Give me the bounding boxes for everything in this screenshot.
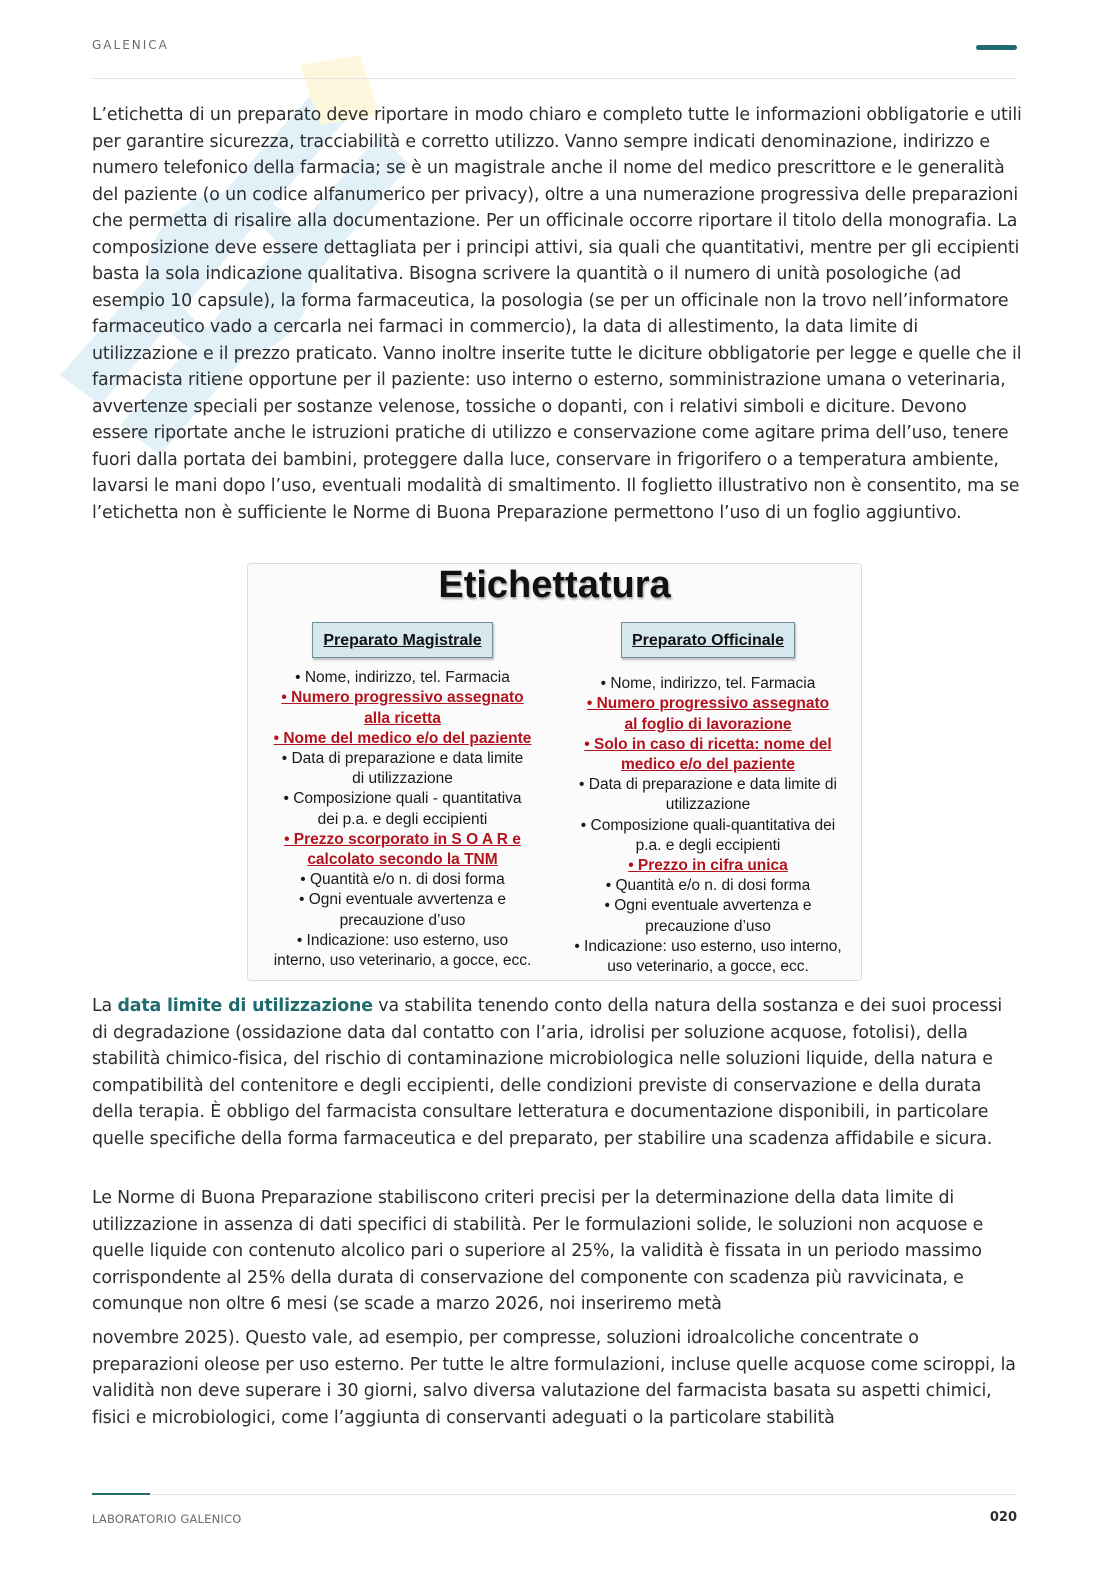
figure-item-line: • Quantità e/o n. di dosi forma	[605, 877, 811, 895]
figure-item-line: al foglio di lavorazione	[624, 715, 792, 733]
figure-item	[254, 789, 551, 829]
figure-item	[558, 694, 858, 734]
figure-item-line: • Composizione quali - quantitativa	[283, 790, 522, 808]
figure-item	[254, 668, 551, 688]
figure-item-line: • Prezzo scorporato in S O A R e	[284, 830, 521, 848]
figure-item-line: • Prezzo in cifra unica	[628, 857, 788, 875]
figure-item-line: • Numero progressivo assegnato	[281, 689, 524, 707]
figure-heading-magistrale: Preparato Magistrale	[312, 622, 492, 658]
figure-item	[254, 870, 551, 890]
page-number: 020	[989, 1510, 1017, 1525]
paragraph-nbp-criteria: Le Norme di Buona Preparazione stabiliscono criteri precisi per la determinazione della data limite di utilizzazione in assenza di dati specifici di stabilità. Per le formulazioni solide, le soluzioni non acquose e quelle liquide con contenuto alcolico pari o superiore al 25%, la validità è fissata in un periodo massimo corrispondente al 25% della durata di conservazione del componente con scadenza più ravvicinata, e comunque non oltre 6 mesi (se scade a marzo 2026, noi inseriremo metà	[92, 1188, 984, 1314]
figure-item-line: • Quantità e/o n. di dosi forma	[300, 871, 505, 889]
figure-column-officinale	[558, 622, 858, 977]
figure-list-officinale	[558, 674, 858, 977]
figure-item-line: • Nome del medico e/o del paziente	[273, 729, 532, 747]
figure-column-magistrale	[254, 622, 551, 971]
footer-accent-bar	[92, 1493, 150, 1495]
header-accent-bar	[976, 45, 1017, 50]
figure-item-line: precauzione d’uso	[645, 917, 771, 935]
paragraph-nbp-continued: novembre 2025). Questo vale, ad esempio, per compresse, soluzioni idroalcoliche concentrate o preparazioni oleose per uso esterno. Per tutte le altre formulazioni, incluse quelle acquose come sciroppi, la validità non deve superare i 30 giorni, salvo diversa valutazione del farmacista basata su aspetti chimici, fisici e microbiologici, come l’aggiunta di conservanti adeguati o la particolare stabilità	[92, 1328, 1016, 1428]
highlighted-term: data limite di utilizzazione	[117, 996, 373, 1016]
figure-item-line: precauzione d’uso	[339, 911, 466, 929]
figure-item-line: • Data di preparazione e data limite di	[579, 776, 837, 794]
figure-item-line: • Composizione quali-quantitativa dei	[580, 816, 836, 834]
figure-item	[558, 816, 858, 856]
figure-item-line: • Ogni eventuale avvertenza e	[604, 897, 812, 915]
figure-item-line: interno, uso veterinario, a gocce, ecc.	[273, 952, 532, 970]
figure-item-line: medico e/o del paziente	[621, 756, 795, 774]
figure-item	[558, 674, 858, 694]
figure-item	[558, 856, 858, 876]
figure-item-line: • Indicazione: uso esterno, uso	[296, 931, 509, 949]
paragraph-labeling: L’etichetta di un preparato deve riportare in modo chiaro e completo tutte le informazioni obbligatorie e utili per garantire sicurezza, tracciabilità e corretto utilizzo. Vanno sempre indicati denominazione, indirizzo e numero telefonico della farmacia; se è un magistrale anche il nome del medico prescrittore e le generalità del paziente (o un codice alfanumerico per privacy), oltre a una numerazione progressiva delle preparazioni che permetta di risalire alla documentazione. Per un officinale occorre riportare il titolo della monografia. La composizione deve essere dettagliata per i principi attivi, sia quali che quantitativi, mentre per gli eccipienti basta la sola indicazione qualitativa. Bisogna scrivere la quantità o il numero di unità posologiche (ad esempio 10 capsule), la forma farmaceutica, la posologia (se per un officinale non la trovo nell’informatore farmaceutico vado a cercarla nei farmaci in commercio), la data di allestimento, la data limite di utilizzazione e il prezzo praticato. Vanno inoltre inserite tutte le diciture obbligatorie per legge e quelle che il farmacista ritiene opportune per il paziente: uso interno o esterno, somministrazione umana o veterinaria, avvertenze speciali per sostanze velenose, tossiche o dopanti, con i relativi simboli e diciture. Devono essere riportate anche le istruzioni pratiche di utilizzo e conservazione come agitare prima dell’uso, tenere fuori dalla portata dei bambini, proteggere dalla luce, conservare in frigorifero o a temperatura ambiente, lavarsi le mani dopo l’uso, eventuali modalità di smaltimento. Il foglietto illustrativo non è consentito, ma se l’etichetta non è sufficiente le Norme di Buona Preparazione permettono l’uso di un foglio aggiuntivo.	[92, 105, 1022, 523]
paragraph-rest: va stabilita tenendo conto della natura della sostanza e dei suoi processi di degradazione (ossidazione data dal contatto con l’aria, idrolisi per soluzione acquose, fotolisi), della stabilità chimico-fisica, del rischio di contaminazione microbiologica nelle soluzioni liquide, della natura e compatibilità del contenitore e degli eccipienti, delle condizioni previste di conservazione e della durata della terapia. È obbligo del farmacista consultare letteratura e documentazione disponibili, in particolare quelle specifiche della forma farmaceutica e del preparato, per stabilire una scadenza affidabile e sicura.	[92, 996, 1003, 1149]
figure-item	[254, 931, 551, 971]
figure-item-line: • Ogni eventuale avvertenza e	[298, 891, 507, 909]
section-title: GALENICA	[92, 38, 169, 52]
figure-item-line: utilizzazione	[665, 796, 751, 814]
figure-item-line: alla ricetta	[364, 709, 441, 727]
figure-item-line: • Solo in caso di ricetta: nome del	[584, 735, 832, 753]
figure-title: Etichettatura	[438, 564, 671, 606]
figure-item-line: • Numero progressivo assegnato	[586, 695, 830, 713]
page-footer	[92, 1494, 1017, 1535]
labeling-figure	[247, 563, 862, 981]
figure-item	[558, 937, 858, 977]
figure-item	[254, 890, 551, 930]
footer-label: LABORATORIO GALENICO	[92, 1512, 242, 1526]
figure-item	[254, 749, 551, 789]
figure-item-line: p.a. e degli eccipienti	[635, 836, 781, 854]
figure-item-line: • Nome, indirizzo, tel. Farmacia	[600, 675, 816, 693]
paragraph-expiry-date	[92, 993, 1022, 1152]
figure-item	[254, 688, 551, 728]
figure-item-line: dei p.a. e degli eccipienti	[317, 810, 488, 828]
figure-item-line: • Nome, indirizzo, tel. Farmacia	[295, 669, 510, 687]
figure-item-line: calcolato secondo la TNM	[307, 851, 498, 869]
figure-item-line: di utilizzazione	[352, 770, 453, 788]
figure-item	[254, 729, 551, 749]
figure-heading-officinale: Preparato Officinale	[621, 622, 795, 658]
figure-item	[254, 830, 551, 870]
figure-item	[558, 775, 858, 815]
paragraph-prefix: La	[92, 996, 118, 1016]
figure-item-line: • Indicazione: uso esterno, uso interno,	[574, 937, 842, 955]
figure-item-line: uso veterinario, a gocce, ecc.	[607, 958, 809, 976]
figure-item	[558, 876, 858, 896]
figure-item	[558, 735, 858, 775]
page-header	[92, 36, 1017, 79]
figure-item-line: • Data di preparazione e data limite	[281, 750, 524, 768]
figure-item	[558, 896, 858, 936]
figure-list-magistrale	[254, 668, 551, 971]
